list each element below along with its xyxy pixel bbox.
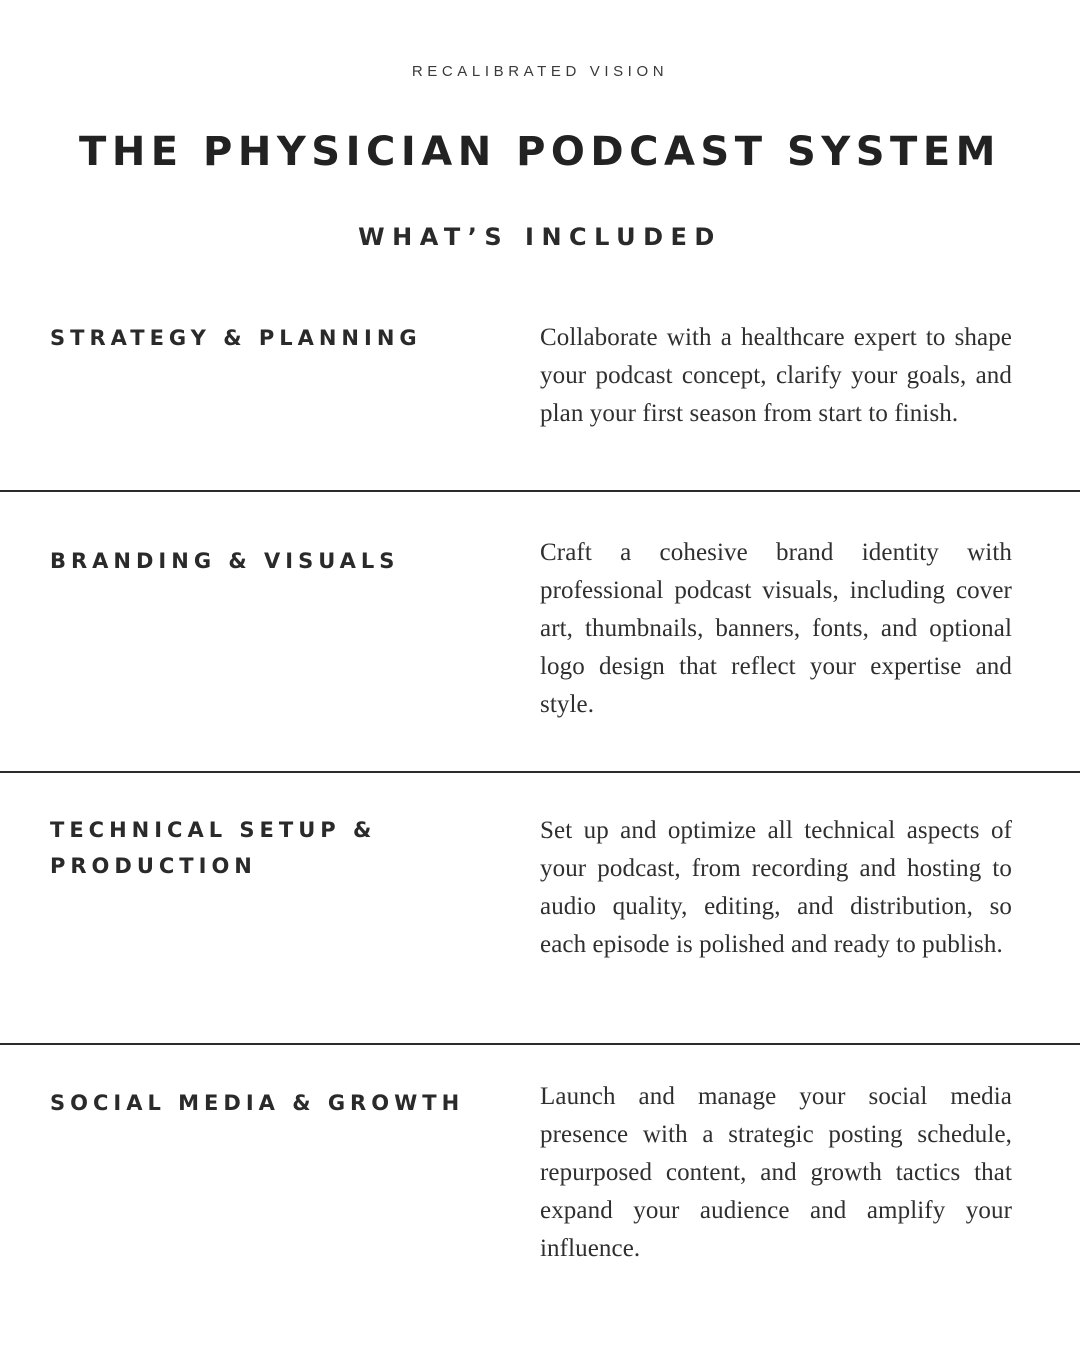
section-description-social: Launch and manage your social media presence with a strategic posting schedule, repurposed content, and growth tactics that expand your audience and amplify your influence.	[540, 1083, 1012, 1262]
section-description-branding: Craft a cohesive brand identity with professional podcast visuals, including cover art, thumbnails, banners, fonts, and optional logo design that reflect your expertise and style.	[540, 539, 1012, 718]
section-divider	[0, 490, 1080, 492]
section-divider	[0, 771, 1080, 773]
section-description-strategy: Collaborate with a healthcare expert to shape your podcast concept, clarify your goals, and plan your first season from start to finish.	[540, 324, 1012, 427]
section-title-technical: TECHNICAL SETUP & PRODUCTION	[50, 818, 377, 878]
brand-eyebrow: RECALIBRATED VISION	[411, 63, 669, 80]
section-description-technical: Set up and optimize all technical aspects of your podcast, from recording and hosting to audio quality, editing, and distribution, so each episode is polished and ready to publish.	[540, 817, 1012, 958]
section-divider	[0, 1043, 1080, 1045]
section-title-branding: BRANDING & VISUALS	[50, 549, 400, 573]
section-title-strategy: STRATEGY & PLANNING	[50, 326, 422, 350]
page-title: THE PHYSICIAN PODCAST SYSTEM	[79, 129, 1001, 175]
section-heading: WHAT’S INCLUDED	[358, 223, 722, 251]
section-title-social: SOCIAL MEDIA & GROWTH	[50, 1091, 465, 1115]
